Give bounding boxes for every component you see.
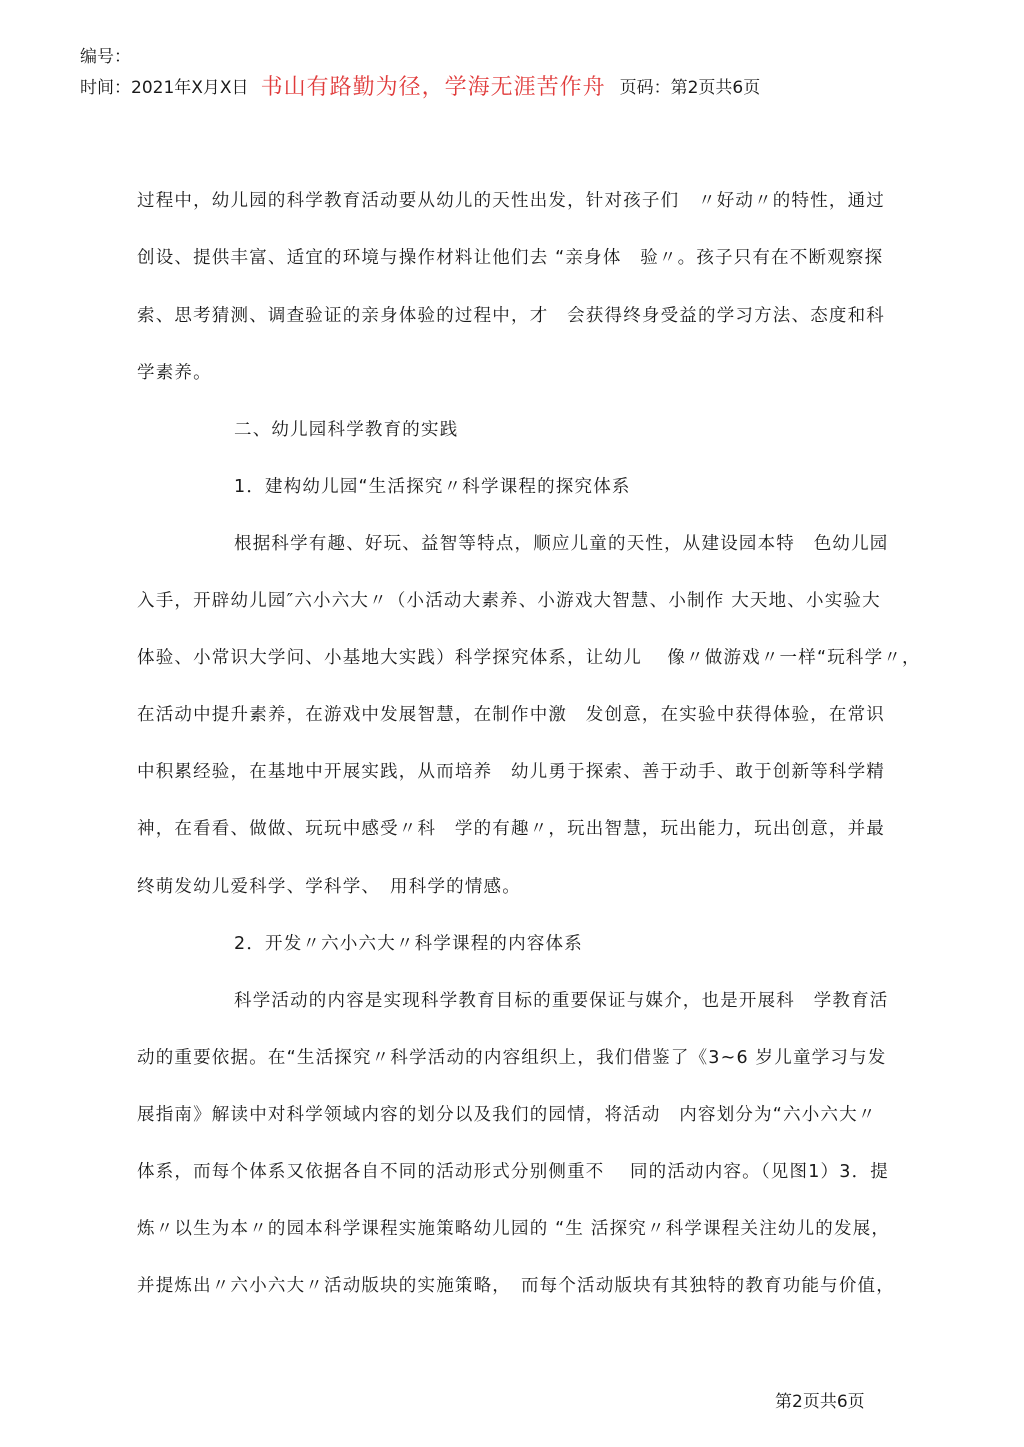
page-info: 第2页共6页 — [670, 78, 761, 98]
body-line: 学素养。 — [137, 363, 212, 383]
body-line: 科学活动的内容是实现科学教育目标的重要保证与媒介，也是开展科 学教育活 — [234, 991, 889, 1011]
footer-page-info: 第2页共6页 — [775, 1392, 865, 1412]
body-line: 终萌发幼儿爱科学、学科学、 用科学的情感。 — [137, 877, 521, 897]
body-line: 并提炼出〃六小六大〃活动版块的实施策略， 而每个活动版块有其独特的教育功能与价值， — [137, 1276, 895, 1296]
body-line: 展指南》解读中对科学领域内容的划分以及我们的园情，将活动 内容划分为“六小六大〃 — [137, 1105, 877, 1125]
time-label: 时间： — [80, 78, 131, 98]
body-line: 根据科学有趣、好玩、益智等特点，顺应儿童的天性，从建设园本特 色幼儿园 — [234, 534, 889, 554]
body-line: 创设、提供丰富、适宜的环境与操作材料让他们去 “亲身体 验〃。孩子只有在不断观察探 — [137, 248, 884, 268]
document-number-label: 编号： — [80, 47, 131, 67]
motto-text: 书山有路勤为径，学海无涯苦作舟 — [260, 75, 606, 100]
date-text: 2021年X月X日 — [131, 78, 249, 98]
body-line: 神，在看看、做做、玩玩中感受〃科 学的有趣〃，玩出智慧，玩出能力，玩出创意，并最 — [137, 819, 885, 839]
page-label: 页码： — [619, 78, 671, 98]
body-line: 中积累经验，在基地中开展实践，从而培养 幼儿勇于探索、善于动手、敢于创新等科学精 — [137, 762, 885, 782]
body-line: 动的重要依据。在“生活探究〃科学活动的内容组织上，我们借鉴了《3~6 岁儿童学习与发 — [137, 1048, 887, 1068]
subsection-heading: 1．建构幼儿园“生活探究〃科学课程的探究体系 — [234, 477, 631, 497]
header-row — [80, 70, 760, 100]
body-line: 体验、小常识大学问、小基地大实践）科学探究体系，让幼儿 像〃做游戏〃一样“玩科学〃， — [137, 648, 921, 668]
body-line: 体系，而每个体系又依据各自不同的活动形式分别侧重不 同的活动内容。（见图1）3．提 — [137, 1162, 889, 1182]
section-heading: 二、幼儿园科学教育的实践 — [234, 420, 459, 440]
subsection-heading: 2．开发〃六小六大〃科学课程的内容体系 — [234, 934, 583, 954]
body-line: 炼〃以生为本〃的园本科学课程实施策略幼儿园的 “生 活探究〃科学课程关注幼儿的发展， — [137, 1219, 891, 1239]
body-line: 过程中，幼儿园的科学教育活动要从幼儿的天性出发，针对孩子们 〃好动〃的特性，通过 — [137, 191, 885, 211]
body-line: 入手，开辟幼儿园″六小六大〃（小活动大素养、小游戏大智慧、小制作 大天地、小实验大 — [137, 591, 881, 611]
body-line: 索、思考猜测、调查验证的亲身体验的过程中，才 会获得终身受益的学习方法、态度和科 — [137, 306, 885, 326]
body-line: 在活动中提升素养，在游戏中发展智慧，在制作中激 发创意，在实验中获得体验，在常识 — [137, 705, 885, 725]
